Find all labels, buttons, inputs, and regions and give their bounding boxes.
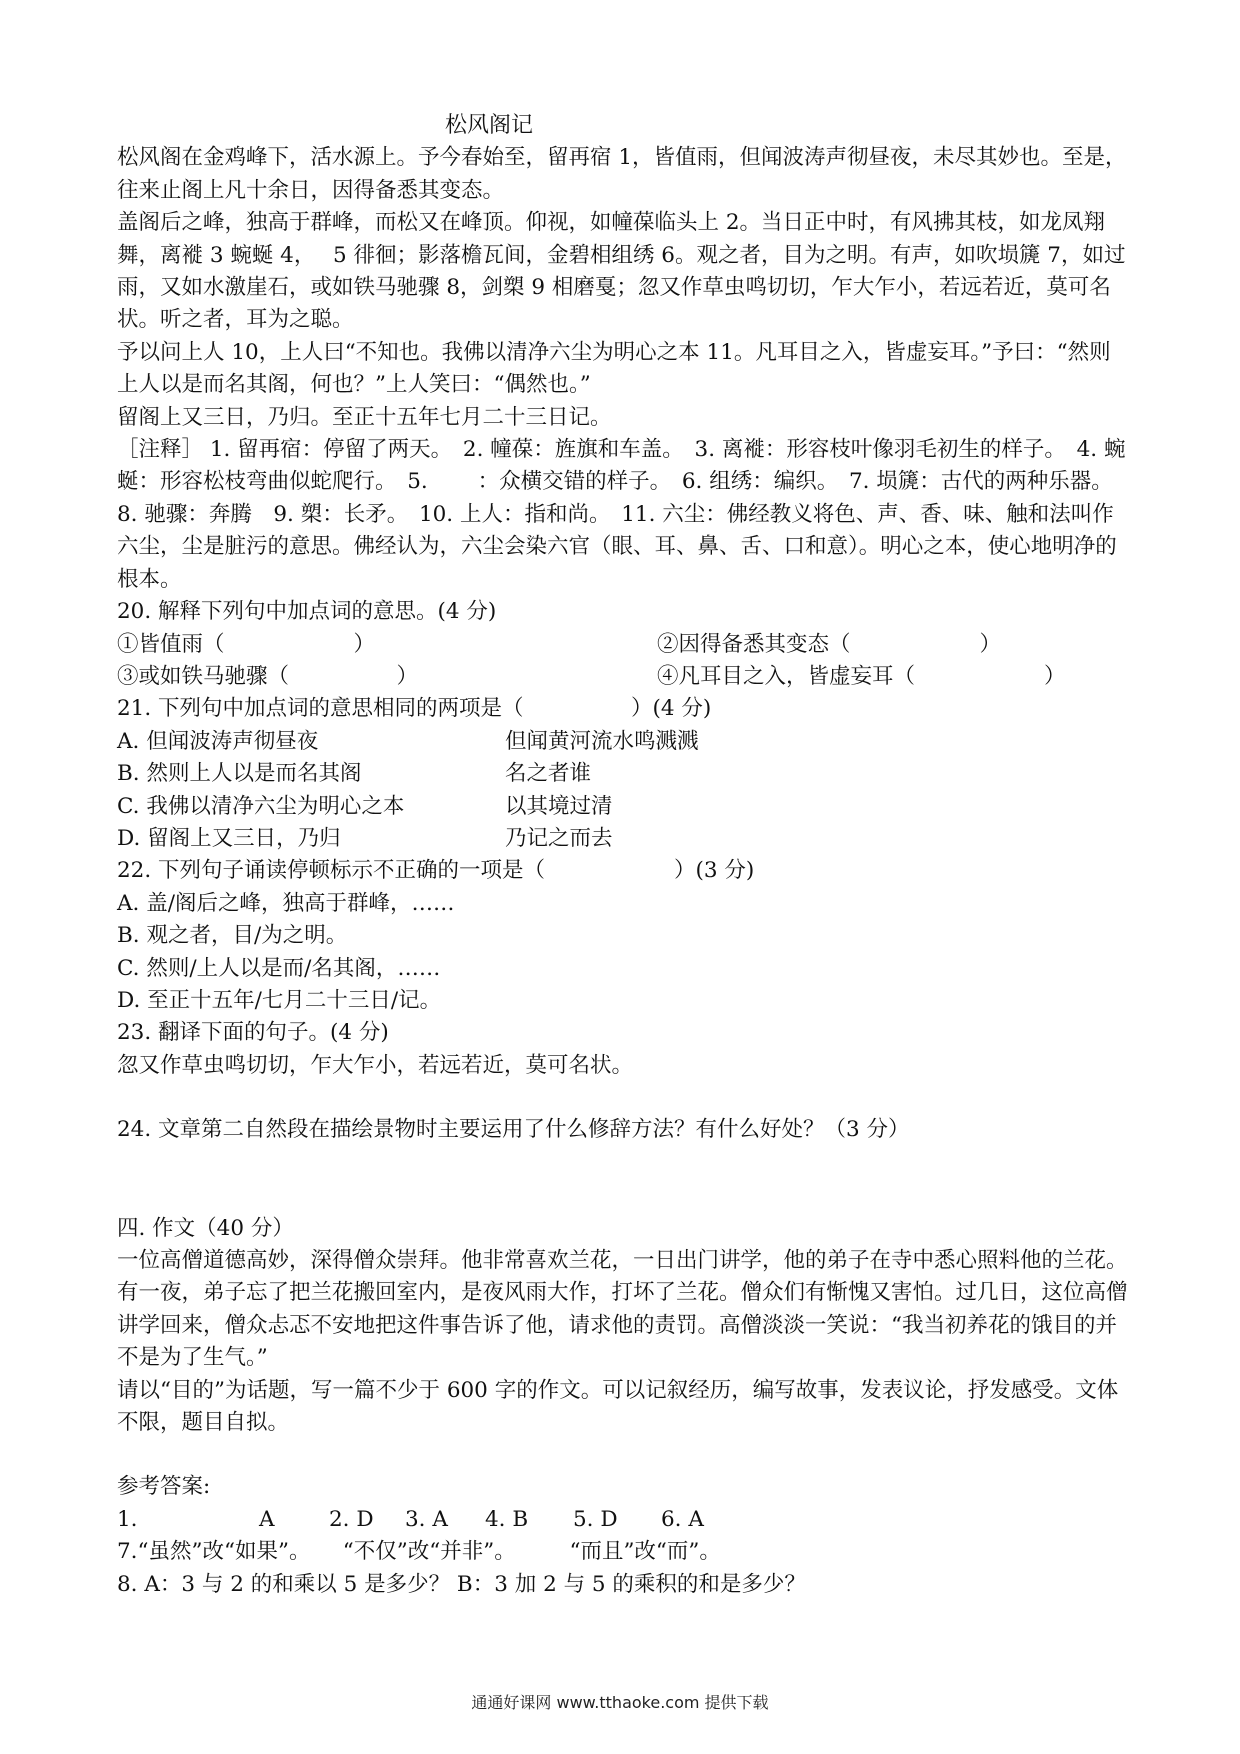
question-20-item-4: ④凡耳目之入，皆虚妄耳（ ） [657,663,1066,689]
question-20-stem: 20. 解释下列句中加点词的意思。(4 分) [117,599,497,625]
passage-paragraph-4: 留阁上又三日，乃归。至正十五年七月二十三日记。 [117,404,612,430]
passage-paragraph-1: 松风阁在金鸡峰下，活水源上。予今春始至，留再宿 1，皆值雨，但闻波涛声彻昼夜，未尽其妙也。至是，往来止阁上凡十余日，因得备悉其变态。 [117,145,1127,203]
passage-paragraph-3: 予以问上人 10，上人曰“不知也。我佛以清净六尘为明心之本 11。凡耳目之入，皆虚妄耳。”予曰：“然则上人以是而名其阁，何也？”上人笑曰：“偶然也。” [117,339,1111,398]
essay-story: 一位高僧道德高妙，深得僧众崇拜。他非常喜欢兰花，一日出门讲学，他的弟子在寺中悉心照料他的兰花。有一夜，弟子忘了把兰花搬回室内，是夜风雨大作，打坏了兰花。僧众们有惭愧又害怕。过几日，这位高僧讲学回来，僧众忐忑不安地把这件事告诉了他，请求他的责罚。高僧淡淡一笑说：“我当初养花的饿目的并不是为了生气。” [117,1248,1128,1371]
question-22-stem: 22. 下列句子诵读停顿标示不正确的一项是（ ）(3 分) [117,858,755,884]
answers-line-1 [117,1504,1132,1536]
question-22-option-a: A. 盖/阁后之峰，独高于群峰，…… [117,890,455,916]
answers-line-3: 8. A：3 与 2 的和乘以 5 是多少？ B：3 加 2 与 5 的乘积的和是多少？ [117,1571,806,1597]
question-24-stem: 24. 文章第二自然段在描绘景物时主要运用了什么修辞方法？有什么好处？（3 分） [117,1117,910,1143]
option-d-right: 乃记之而去 [505,825,613,851]
option-a-left: A. 但闻波涛声彻昼夜 [117,728,319,754]
answer-item: 2. D [329,1506,374,1532]
question-20-row-2 [117,661,1132,693]
question-23-sentence: 忽又作草虫鸣切切，乍大乍小，若远若近，莫可名状。 [117,1052,634,1078]
essay-prompt: 请以“目的”为话题，写一篇不少于 600 字的作文。可以记叙经历，编写故事，发表议论，抒发感受。文体不限，题目自拟。 [117,1377,1119,1436]
answer-item: 5. D [573,1506,618,1532]
option-a-right: 但闻黄河流水鸣溅溅 [505,728,699,754]
answer-item: 3. A [405,1506,448,1532]
passage-title: 松风阁记 [445,113,534,138]
document-page [117,110,1132,1601]
question-21-option-a [117,726,1132,758]
annotation-notes: ［注释］ 1. 留再宿：停留了两天。 2. 幢葆：旌旗和车盖。 3. 离褷：形容枝叶像羽毛初生的样子。 4. 蜿蜒：形容松枝弯曲似蛇爬行。 5. ：众横交错的样子。 6. 组绣：编织。 7. 埙篪：古代的两种乐器。 8. 驰骤：奔腾 9. 槊：长矛。 10. 上人：指和尚。 11. 六尘：佛经教义将色、声、香、味、触和法叫作六尘，尘是脏污的意思。佛经认为，六尘会染六官（眼、耳、鼻、舌、口和意）。明心之本，使心地明净的根本。 [117,437,1126,592]
option-b-left: B. 然则上人以是而名其阁 [117,761,362,787]
question-20-item-2: ②因得备悉其变态（ ） [657,631,1002,657]
essay-heading: 四. 作文（40 分） [117,1215,294,1241]
question-20-item-3: ③或如铁马驰骤（ ） [117,663,419,689]
option-c-left: C. 我佛以清净六尘为明心之本 [117,793,405,819]
question-21-option-c [117,791,1132,823]
answer-item: 4. B [485,1506,529,1532]
option-d-left: D. 留阁上又三日，乃归 [117,825,341,851]
question-20-row-1 [117,629,1132,661]
question-23-stem: 23. 翻译下面的句子。(4 分) [117,1020,389,1046]
question-22-option-d: D. 至正十五年/七月二十三日/记。 [117,987,442,1013]
section-spacer [117,1439,1132,1471]
question-20-item-1: ①皆值雨（ ） [117,631,376,657]
answer-item: 1. [117,1506,138,1532]
question-21-option-d [117,823,1132,855]
question-22-option-c: C. 然则/上人以是而/名其阁，…… [117,955,441,981]
question-21-stem: 21. 下列句中加点词的意思相同的两项是（ ）(4 分) [117,696,712,722]
question-22-option-b: B. 观之者，目/为之明。 [117,923,348,949]
answer-space [117,1147,1132,1213]
option-c-right: 以其境过清 [505,793,613,819]
option-b-right: 名之者谁 [505,761,592,787]
answer-space [117,1082,1132,1114]
question-21-option-b [117,758,1132,790]
answer-item: A [259,1506,275,1532]
answer-item: 6. A [661,1506,704,1532]
passage-paragraph-2: 盖阁后之峰，独高于群峰，而松又在峰顶。仰视，如幢葆临头上 2。当日正中时，有风拂其枝，如龙凤翔舞，离褷 3 蜿蜒 4， 5 徘徊；影落檐瓦间，金碧相组绣 6。观之者，目为之明。有声，如吹埙篪 7，如过雨，又如水激崖石，或如铁马驰骤 8，剑槊 9 相磨戛；忽又作草虫鸣切切，乍大乍小，若远若近，莫可名状。听之者，耳为之聪。 [117,210,1126,333]
answers-heading: 参考答案: [117,1474,211,1500]
page-footer: 通通好课网 www.tthaoke.com 提供下载 [471,1693,769,1712]
answers-line-2: 7.“虽然”改“如果”。 “不仅”改“并非”。 “而且”改“而”。 [117,1539,721,1565]
